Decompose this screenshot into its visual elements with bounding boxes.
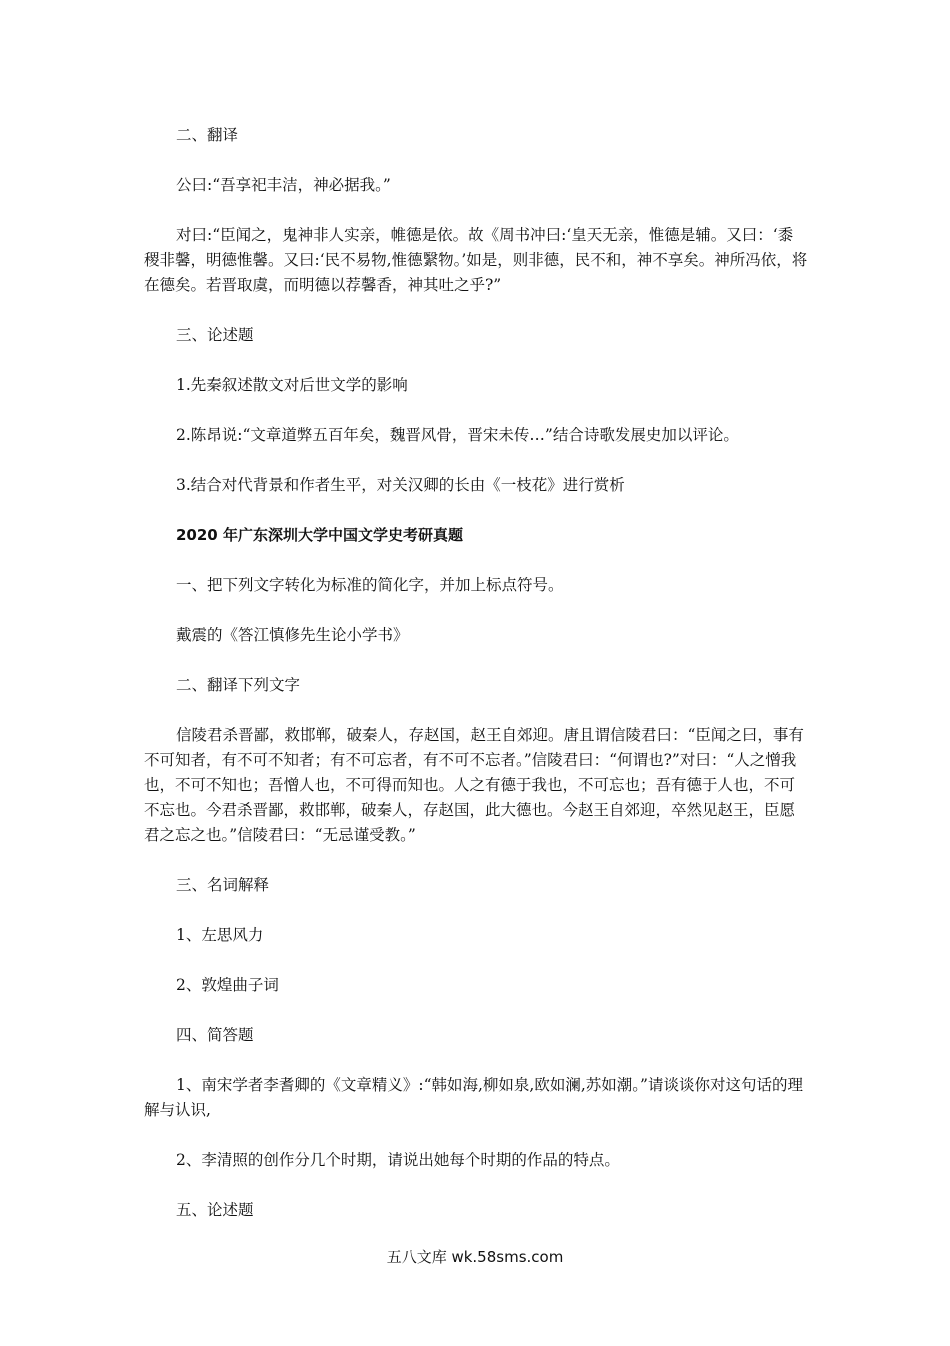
question-item: 1.先秦叙述散文对后世文学的影响 [176, 376, 408, 394]
page-footer: 五八文库 wk.58sms.com [386, 1248, 564, 1266]
question-item: 2.陈昂说:“文章道弊五百年矣，魏晋风骨，晋宋未传…”结合诗歌发展史加以评论。 [176, 426, 739, 444]
paragraph: 戴震的《答江慎修先生论小学书》 [176, 626, 409, 644]
section-heading: 四、简答题 [176, 1026, 254, 1044]
section-heading-essay: 三、论述题 [176, 326, 254, 344]
section-heading: 一、把下列文字转化为标准的简化字，并加上标点符号。 [176, 576, 564, 594]
section-heading-translation: 二、翻译 [176, 126, 239, 144]
paragraph: 对曰:“臣闻之，鬼神非人实亲，帷德是依。故《周书冲曰:‘皇天无亲，惟德是辅。又曰：‘黍稷非馨，明德惟馨。又曰:‘民不易物,惟德繄物。’如是，则非德，民不和，神不享矣。神所冯依，将在德矣。若晋取虞，而明德以荐馨香，神其吐之乎?” [144, 226, 808, 294]
term-item: 2、敦煌曲子词 [176, 976, 279, 994]
paragraph: 公曰:“吾享祀丰洁，神必据我。” [176, 176, 391, 194]
question-item: 3.结合对代背景和作者生平，对关汉卿的长由《一枝花》进行赏析 [176, 476, 625, 494]
paragraph: 信陵君杀晋鄙，救邯郸，破秦人，存赵国，赵王自郊迎。唐且谓信陵君曰：“臣闻之曰，事有不可知者，有不可不知者；有不可忘者，有不可不忘者。”信陵君曰：“何谓也?”对曰：“人之憎我也，不可不知也；吾憎人也，不可得而知也。人之有德于我也，不可忘也；吾有德于人也，不可不忘也。今君杀晋鄙，救邯郸，破秦人，存赵国，此大德也。今赵王自郊迎，卒然见赵王，臣愿君之忘之也。”信陵君曰：“无忌谨受教。” [144, 726, 804, 844]
question-item: 2、李清照的创作分几个时期，请说出她每个时期的作品的特点。 [176, 1151, 620, 1169]
section-heading: 五、论述题 [176, 1201, 254, 1219]
exam-title: 2020 年广东深圳大学中国文学史考研真题 [176, 526, 463, 544]
question-item: 1、南宋学者李耆卿的《文章精义》:“韩如海,柳如泉,欧如澜,苏如潮。”请谈谈你对这句话的理解与认识, [144, 1076, 803, 1119]
term-item: 1、左思风力 [176, 926, 264, 944]
section-heading: 三、名词解释 [176, 876, 270, 894]
section-heading: 二、翻译下列文字 [176, 676, 301, 694]
